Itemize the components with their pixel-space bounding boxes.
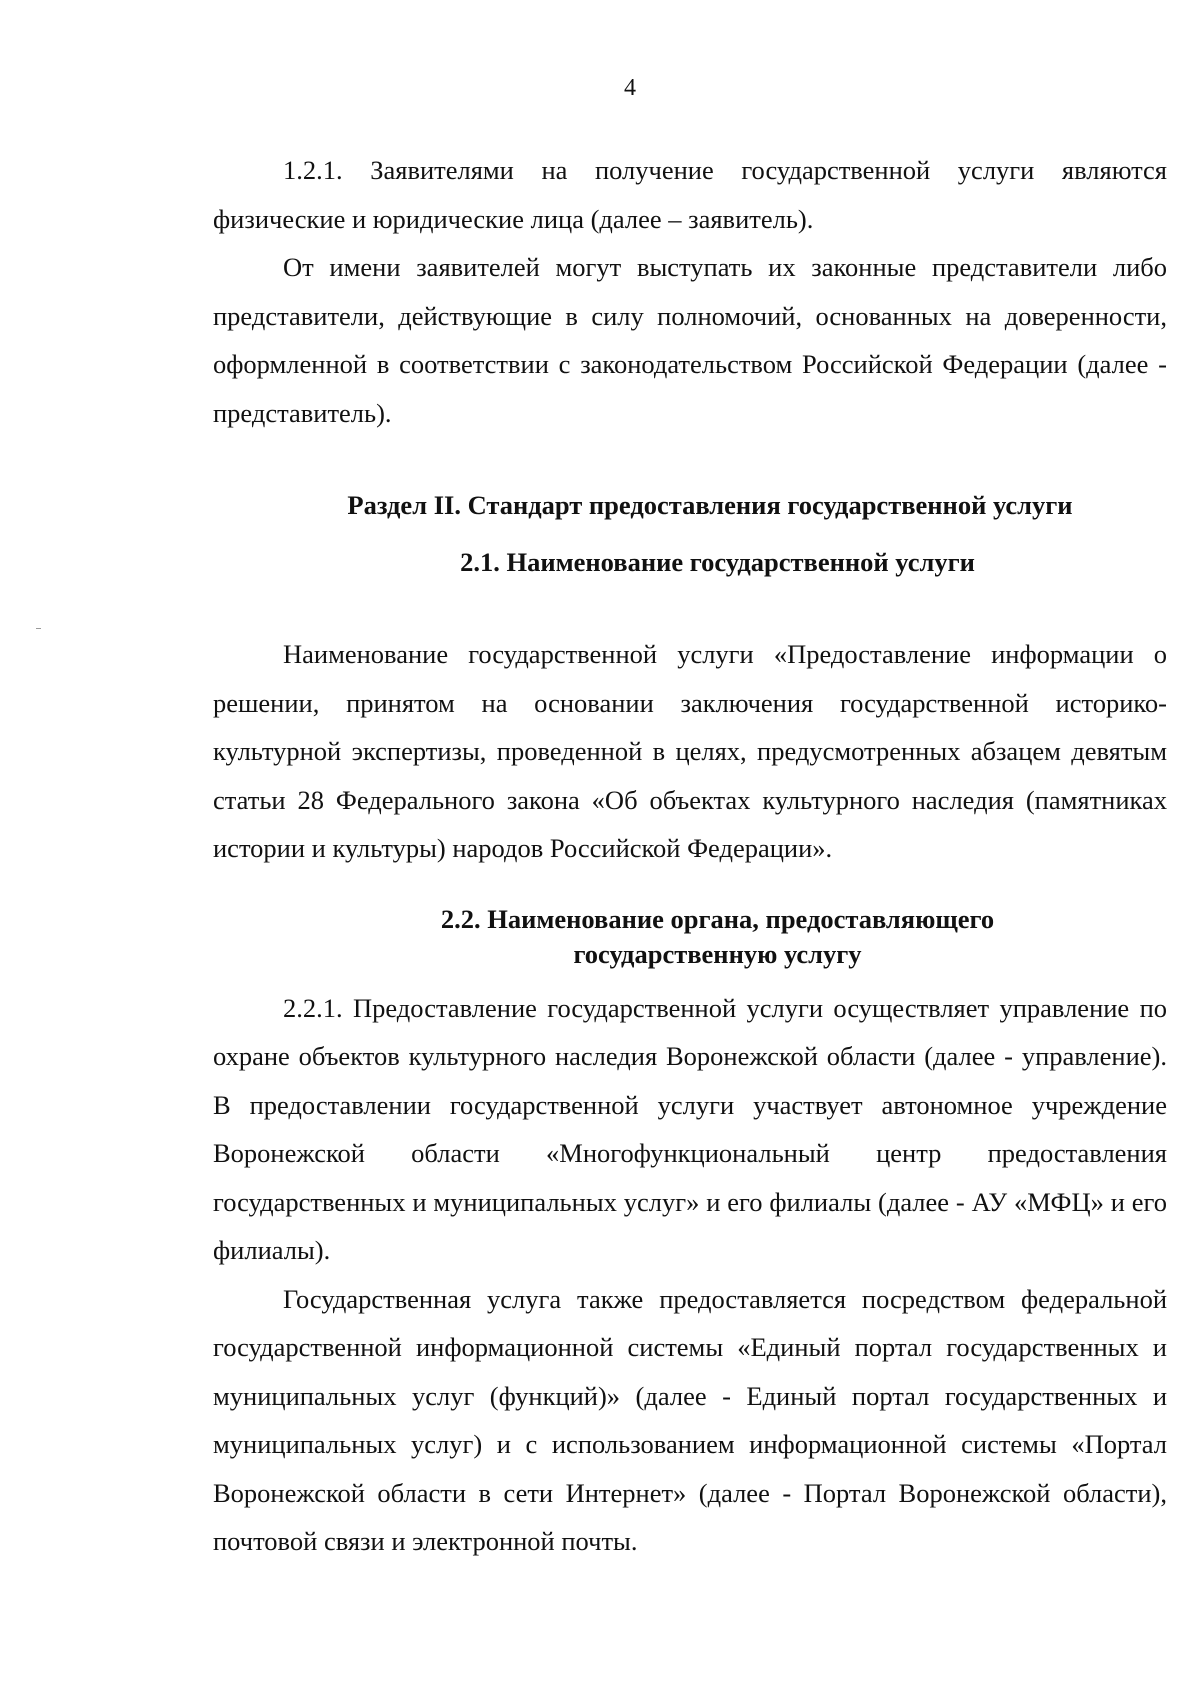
document-body — [213, 146, 1167, 1566]
paragraph-1-2-1: 1.2.1. Заявителями на получение государственной услуги являются физические и юридические лица (далее – заявитель). — [213, 155, 1167, 234]
paragraph-2-2-1: 2.2.1. Предоставление государственной услуги осуществляет управление по охране объектов культурного наследия Воронежской области (далее - управление). В предоставлении государственной услуги участвует автономное учреждение Воронежской области «Многофункциональный центр предоставления государственных и муниципальных услуг» и его филиалы (далее - АУ «МФЦ» и его филиалы). — [213, 992, 1167, 1265]
scan-artifact-mark — [36, 628, 41, 629]
subheading-2-2-line1: 2.2. Наименование органа, предоставляющего — [440, 903, 995, 934]
section-heading: Раздел II. Стандарт предоставления государственной услуги — [347, 490, 1073, 520]
subheading-2-1: 2.1. Наименование государственной услуги — [460, 546, 975, 577]
subheading-2-2-line2: государственную услугу — [573, 938, 862, 969]
paragraph-service-name: Наименование государственной услуги «Предоставление информации о решении, принятом на основании заключения государственной историко-культурной экспертизы, проведенной в целях, предусмотренных абзацем девятым статьи 28 Федерального закона «Об объектах культурного наследия (памятниках истории и культуры) народов Российской Федерации». — [213, 639, 1167, 863]
subheading-2-2 — [213, 902, 1167, 972]
paragraph-portal: Государственная услуга также предоставляется посредством федеральной государственной информационной системы «Единый портал государственных и муниципальных услуг (функций)» (далее - Единый портал государственных и муниципальных услуг) и с использованием информационной системы «Портал Воронежской области в сети Интернет» (далее - Портал Воронежской области), почтовой связи и электронной почты. — [213, 1283, 1167, 1556]
paragraph-representatives: От имени заявителей могут выступать их законные представители либо представители, действующие в силу полномочий, основанных на доверенности, оформленной в соответствии с законодательством Российской Федерации (далее - представитель). — [213, 252, 1167, 428]
page-number: 4 — [624, 75, 636, 101]
